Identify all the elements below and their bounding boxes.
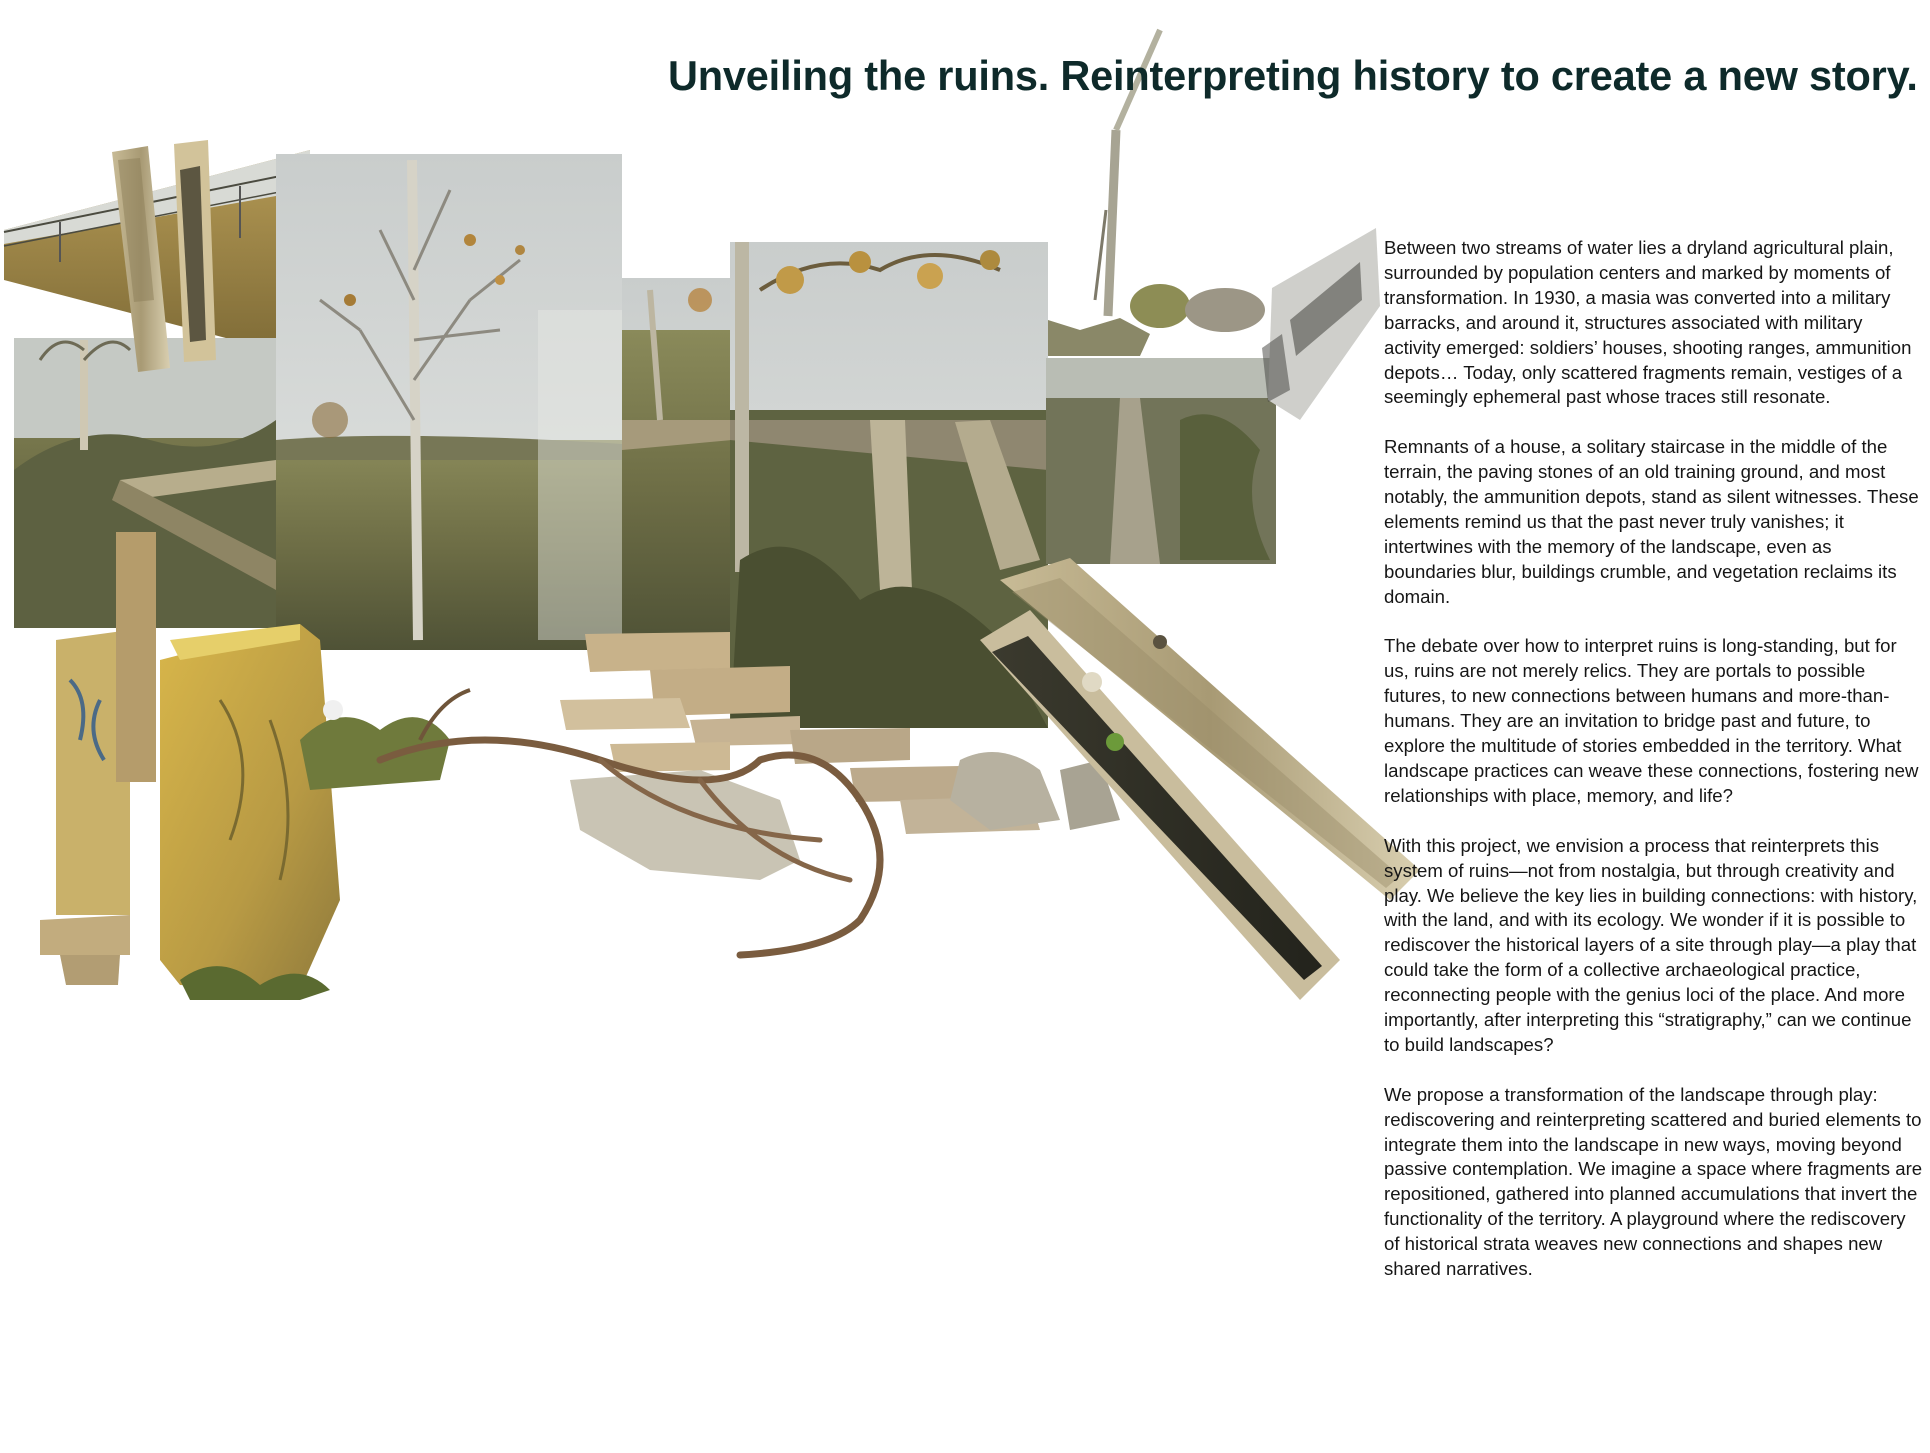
mist-overlay [538, 310, 622, 640]
paragraph-3: The debate over how to interpret ruins is long-standing, but for us, ruins are not merely relics. They are portals to possible futures, to new connections between humans and more-than-humans. They are an invitation to bridge past and future, to explore the multitude of stories embedded in the territory. What landscape practices can weave these connections, fostering new relationships with place, memory, and life? [1384, 635, 1919, 806]
graffiti-slab [1262, 228, 1380, 420]
page-title: Unveiling the ruins. Reinterpreting history to create a new story. [668, 52, 1918, 99]
body-text [1384, 236, 1924, 1307]
paragraph-2: Remnants of a house, a solitary staircase in the middle of the terrain, the paving stones of an old training ground, and most notably, the ammunition depots, stand as silent witnesses. These elements remind us that the past never truly vanishes; it intertwines with the memory of the landscape, even as boundaries blur, buildings crumble, and vegetation reclaims its domain. [1384, 436, 1919, 607]
mossy-rocks [1048, 284, 1265, 356]
paragraph-4: With this project, we envision a process that reinterprets this system of ruins—not from nostalgia, but through creativity and play. We believe the key lies in building connections: with history, with the land, and with its ecology. We wonder if it is possible to rediscover the historical layers of a site through play—a play that could take the form of a collective archaeological practice, reconnecting people with the genius loci of the place. And more importantly, after interpreting this “stratigraphy,” can we continue to build landscapes? [1384, 834, 1918, 1055]
paragraph-5: We propose a transformation of the landscape through play: rediscovering and reinterpreting scattered and buried elements to integrate them into the landscape in new ways, moving beyond passive contemplation. We imagine a space where fragments are repositioned, gathered into planned accumulations that invert the functionality of the territory. A playground where the rediscovery of historical strata weaves new connections and shapes new shared narratives. [1384, 1083, 1923, 1280]
wall-vegetation-photo [1046, 358, 1276, 564]
staircase-field-photo [622, 278, 732, 648]
paragraph-1: Between two streams of water lies a dryland agricultural plain, surrounded by population centers and marked by moments of transformation. In 1930, a masia was converted into a military barracks, and around it, structures associated with military activity emerged: soldiers’ houses, shooting ranges, ammunition depots… Today, only scattered fragments remain, vestiges of a seemingly ephemeral past whose traces still resonate. [1384, 237, 1912, 408]
